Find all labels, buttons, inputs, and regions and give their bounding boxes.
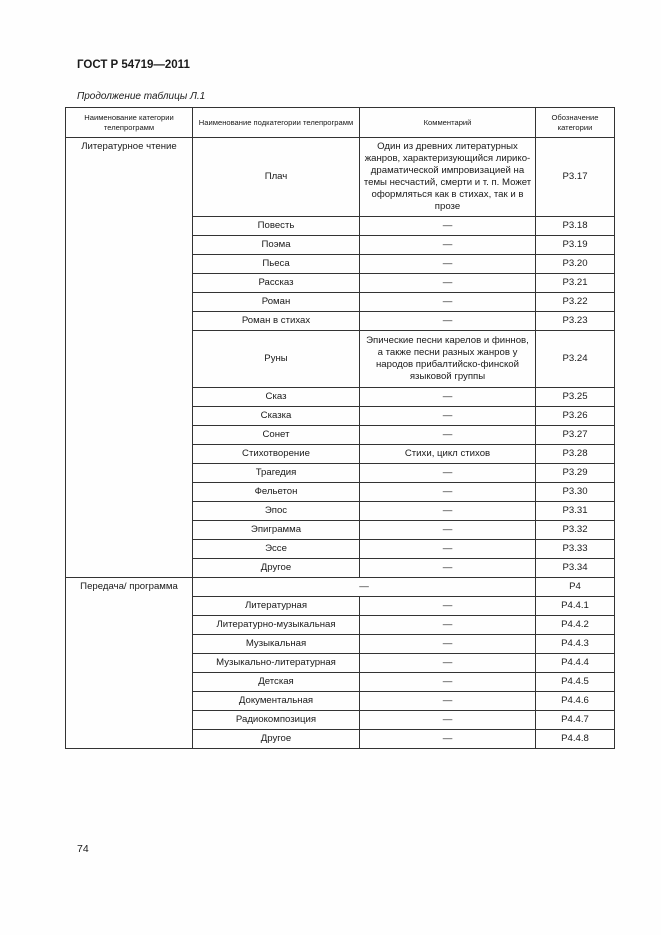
comment-cell: — [360, 464, 536, 483]
subcategory-cell: Детская [193, 673, 360, 692]
comment-cell: — [360, 502, 536, 521]
comment-cell: — [360, 255, 536, 274]
subcategory-cell: Поэма [193, 236, 360, 255]
subcategory-cell: Радиокомпозиция [193, 711, 360, 730]
subcategory-cell: Трагедия [193, 464, 360, 483]
header-subcategory: Наименование подкатегории телепрограмм [193, 108, 360, 138]
comment-cell: — [360, 236, 536, 255]
subcategory-cell: Эпиграмма [193, 521, 360, 540]
subcategory-cell: Сказ [193, 388, 360, 407]
comment-cell: — [360, 692, 536, 711]
code-cell: Р3.21 [536, 274, 615, 293]
comment-cell: — [360, 616, 536, 635]
code-cell: Р4.4.1 [536, 597, 615, 616]
subcategory-cell: Литературная [193, 597, 360, 616]
code-cell: Р3.28 [536, 445, 615, 464]
subcategory-cell: Сказка [193, 407, 360, 426]
subcategory-cell: Другое [193, 730, 360, 749]
subcategory-cell: Пьеса [193, 255, 360, 274]
comment-cell: — [360, 407, 536, 426]
subcategory-cell: Стихотворение [193, 445, 360, 464]
header-code: Обозначение категории [536, 108, 615, 138]
code-cell: Р3.34 [536, 559, 615, 578]
code-cell: Р3.25 [536, 388, 615, 407]
subcategory-cell: Рассказ [193, 274, 360, 293]
code-cell: Р3.27 [536, 426, 615, 445]
code-cell: Р4.4.6 [536, 692, 615, 711]
comment-cell: — [360, 483, 536, 502]
code-cell: Р3.20 [536, 255, 615, 274]
code-cell: Р4.4.7 [536, 711, 615, 730]
code-cell: Р3.30 [536, 483, 615, 502]
code-cell: Р4.4.2 [536, 616, 615, 635]
code-cell: Р4.4.5 [536, 673, 615, 692]
comment-cell: — [360, 217, 536, 236]
document-title: ГОСТ Р 54719—2011 [77, 59, 190, 71]
subcategory-cell: Документальная [193, 692, 360, 711]
comment-cell: Стихи, цикл стихов [360, 445, 536, 464]
subcategory-cell: Повесть [193, 217, 360, 236]
subcategory-cell: Эссе [193, 540, 360, 559]
comment-cell: — [360, 597, 536, 616]
table-header-row [66, 108, 615, 138]
subcategory-cell: Роман [193, 293, 360, 312]
comment-cell: — [360, 388, 536, 407]
comment-cell: — [360, 673, 536, 692]
code-cell: Р3.22 [536, 293, 615, 312]
comment-cell: — [360, 293, 536, 312]
category-table [65, 107, 615, 749]
code-cell: Р3.17 [536, 138, 615, 217]
category-cell: Передача/ программа [66, 578, 193, 749]
subcategory-cell: Плач [193, 138, 360, 217]
code-cell: Р3.33 [536, 540, 615, 559]
merged-comment-cell: — [193, 578, 536, 597]
code-cell: Р3.29 [536, 464, 615, 483]
subcategory-cell: Музыкально-литературная [193, 654, 360, 673]
subcategory-cell: Музыкальная [193, 635, 360, 654]
comment-cell: — [360, 521, 536, 540]
code-cell: Р4.4.3 [536, 635, 615, 654]
table-caption: Продолжение таблицы Л.1 [77, 91, 206, 102]
table-row [66, 138, 615, 217]
comment-cell: — [360, 711, 536, 730]
subcategory-cell: Роман в стихах [193, 312, 360, 331]
comment-cell: Один из древних литературных жанров, характеризующийся лирико-драматической импровизацией на темы несчастий, смерти и т. п. Может оформляться как в стихах, так и в прозе [360, 138, 536, 217]
code-cell: Р3.23 [536, 312, 615, 331]
code-cell: Р4 [536, 578, 615, 597]
comment-cell: — [360, 730, 536, 749]
table-row [66, 578, 615, 597]
subcategory-cell: Сонет [193, 426, 360, 445]
comment-cell: — [360, 426, 536, 445]
subcategory-cell: Другое [193, 559, 360, 578]
header-comment: Комментарий [360, 108, 536, 138]
page-number: 74 [77, 843, 89, 855]
comment-cell: — [360, 559, 536, 578]
code-cell: Р3.31 [536, 502, 615, 521]
code-cell: Р4.4.8 [536, 730, 615, 749]
header-category: Наименование категории телепрограмм [66, 108, 193, 138]
comment-cell: — [360, 654, 536, 673]
comment-cell: — [360, 274, 536, 293]
subcategory-cell: Руны [193, 331, 360, 388]
comment-cell: — [360, 312, 536, 331]
comment-cell: Эпические песни карелов и финнов, а также песни разных жанров у народов прибалтийско-финской языковой группы [360, 331, 536, 388]
subcategory-cell: Литературно-музыкальная [193, 616, 360, 635]
subcategory-cell: Фельетон [193, 483, 360, 502]
comment-cell: — [360, 540, 536, 559]
code-cell: Р4.4.4 [536, 654, 615, 673]
code-cell: Р3.32 [536, 521, 615, 540]
code-cell: Р3.24 [536, 331, 615, 388]
comment-cell: — [360, 635, 536, 654]
category-cell: Литературное чтение [66, 138, 193, 578]
code-cell: Р3.26 [536, 407, 615, 426]
subcategory-cell: Эпос [193, 502, 360, 521]
code-cell: Р3.18 [536, 217, 615, 236]
code-cell: Р3.19 [536, 236, 615, 255]
